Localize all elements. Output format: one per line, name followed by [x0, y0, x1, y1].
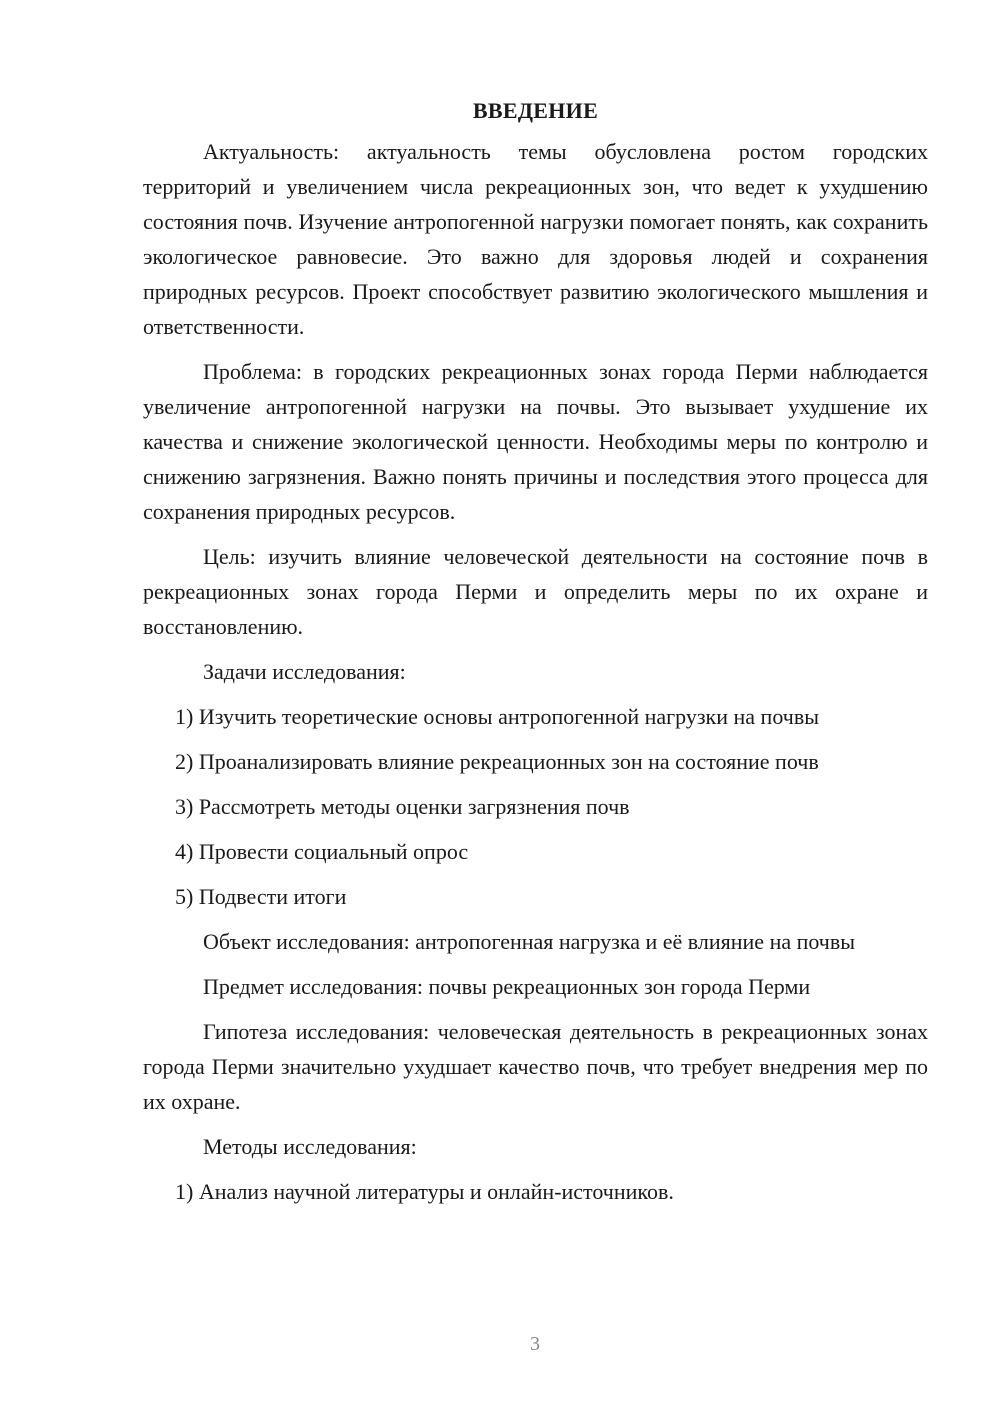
task-item: 4) Провести социальный опрос [175, 839, 469, 864]
subject-paragraph: Предмет исследования: почвы рекреационных зон города Перми [203, 974, 811, 999]
method-item: 1) Анализ научной литературы и онлайн-источников. [175, 1179, 674, 1204]
problem-paragraph: Проблема: в городских рекреационных зонах города Перми наблюдается увеличение антропогенной нагрузки на почвы. Это вызывает ухудшение их качества и снижение экологической ценности. Необходимы меры по контролю и снижению загрязнения. Важно понять причины и последствия этого процесса для сохранения природных ресурсов. [143, 359, 928, 524]
methods-heading: Методы исследования: [203, 1134, 417, 1159]
task-item: 1) Изучить теоретические основы антропогенной нагрузки на почвы [175, 704, 819, 729]
task-item: 2) Проанализировать влияние рекреационных зон на состояние почв [175, 749, 819, 774]
section-heading: ВВЕДЕНИЕ [472, 98, 599, 123]
hypothesis-paragraph: Гипотеза исследования: человеческая деятельность в рекреационных зонах города Перми значительно ухудшает качество почв, что требует внедрения мер по их охране. [143, 1019, 928, 1114]
tasks-heading: Задачи исследования: [203, 659, 406, 684]
object-paragraph: Объект исследования: антропогенная нагрузка и её влияние на почвы [203, 929, 856, 954]
task-item: 3) Рассмотреть методы оценки загрязнения почв [175, 794, 630, 819]
goal-paragraph: Цель: изучить влияние человеческой деятельности на состояние почв в рекреационных зонах города Перми и определить меры по их охране и восстановлению. [143, 544, 928, 639]
relevance-paragraph: Актуальность: актуальность темы обусловлена ростом городских территорий и увеличением числа рекреационных зон, что ведет к ухудшению состояния почв. Изучение антропогенной нагрузки помогает понять, как сохранить экологическое равновесие. Это важно для здоровья людей и сохранения природных ресурсов. Проект способствует развитию экологического мышления и ответственности. [143, 139, 928, 339]
document-page [143, 96, 928, 1219]
page-number: 3 [530, 1333, 540, 1355]
task-item: 5) Подвести итоги [175, 884, 347, 909]
